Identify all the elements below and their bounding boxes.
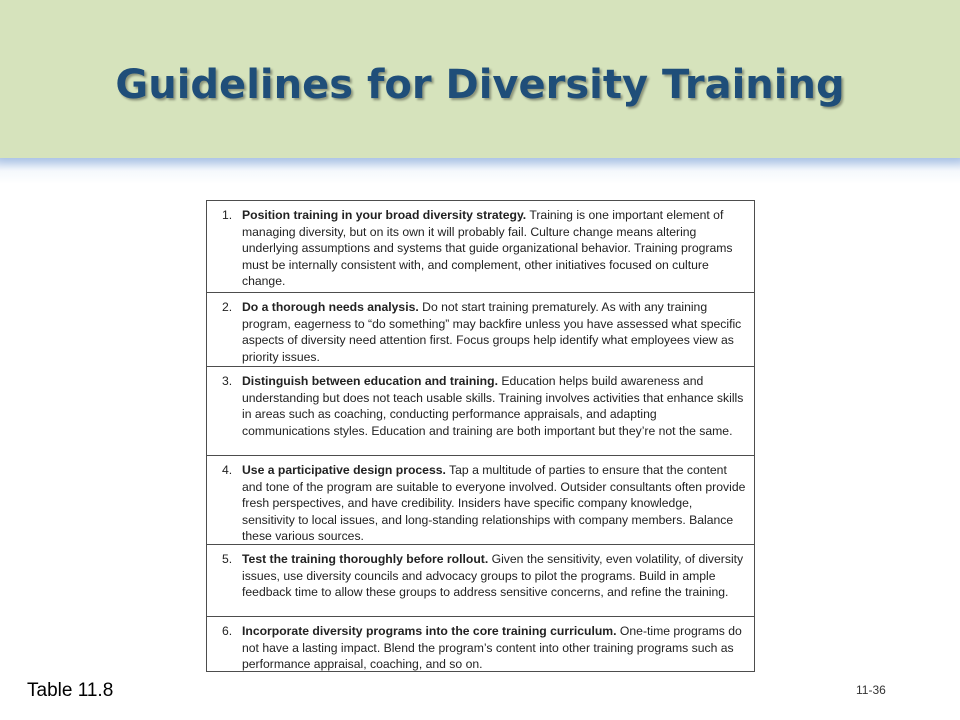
row-number: 5. xyxy=(222,552,233,566)
table-caption: Table 11.8 xyxy=(27,680,114,701)
row-heading: Incorporate diversity programs into the core training curriculum. xyxy=(242,624,617,638)
row-heading: Do a thorough needs analysis. xyxy=(242,300,419,314)
row-body: Do not start training prematurely. As with any training program, eagerness to “do something” may backfire unless you have assessed what specific aspects of diversity need attention first. Focus groups help identify what employees view as priority issues. xyxy=(242,300,742,364)
table-row xyxy=(207,367,754,456)
row-heading: Distinguish between education and training. xyxy=(242,374,498,388)
row-body: Tap a multitude of parties to ensure that the content and tone of the program are suitable to everyone involved. Outsider consultants often provide fresh perspectives, and have credibility. Insiders have specific company knowledge, sensitivity to local issues, and long-standing relationships with company members. Balance these various sources. xyxy=(242,463,746,543)
row-number: 2. xyxy=(222,300,233,314)
row-heading: Use a participative design process. xyxy=(242,463,446,477)
row-number: 4. xyxy=(222,463,233,477)
row-number: 6. xyxy=(222,624,233,638)
row-body: Education helps build awareness and understanding but does not teach usable skills. Training involves activities that enhance skills in areas such as coaching, conducting performance appraisals, and adapting communications styles. Education and training are both important but they’re not the same. xyxy=(242,374,744,438)
row-heading: Position training in your broad diversity strategy. xyxy=(242,208,527,222)
row-heading: Test the training thoroughly before rollout. xyxy=(242,552,489,566)
row-number: 1. xyxy=(222,208,233,222)
row-body: Given the sensitivity, even volatility, of diversity issues, use diversity councils and advocacy groups to pilot the programs. Build in ample feedback time to allow these groups to address sensitive concerns, and refine the training. xyxy=(242,552,744,599)
guidelines-table xyxy=(206,200,755,672)
row-number: 3. xyxy=(222,374,233,388)
row-body: Training is one important element of managing diversity, but on its own it will probably fail. Culture change means altering underlying assumptions and systems that guide organizational behavior. Training programs must be internally consistent with, and complement, other initiatives focused on culture change. xyxy=(242,208,733,288)
table-row xyxy=(207,545,754,617)
table-row xyxy=(207,617,754,671)
row-body: One-time programs do not have a lasting impact. Blend the program’s content into other training programs such as performance appraisal, coaching, and so on. xyxy=(242,624,742,671)
slide-title: Guidelines for Diversity Training xyxy=(115,62,845,108)
slide-number: 11-36 xyxy=(856,683,886,697)
title-banner-glow xyxy=(0,158,960,184)
table-row xyxy=(207,201,754,293)
table-row xyxy=(207,456,754,545)
table-row xyxy=(207,293,754,367)
